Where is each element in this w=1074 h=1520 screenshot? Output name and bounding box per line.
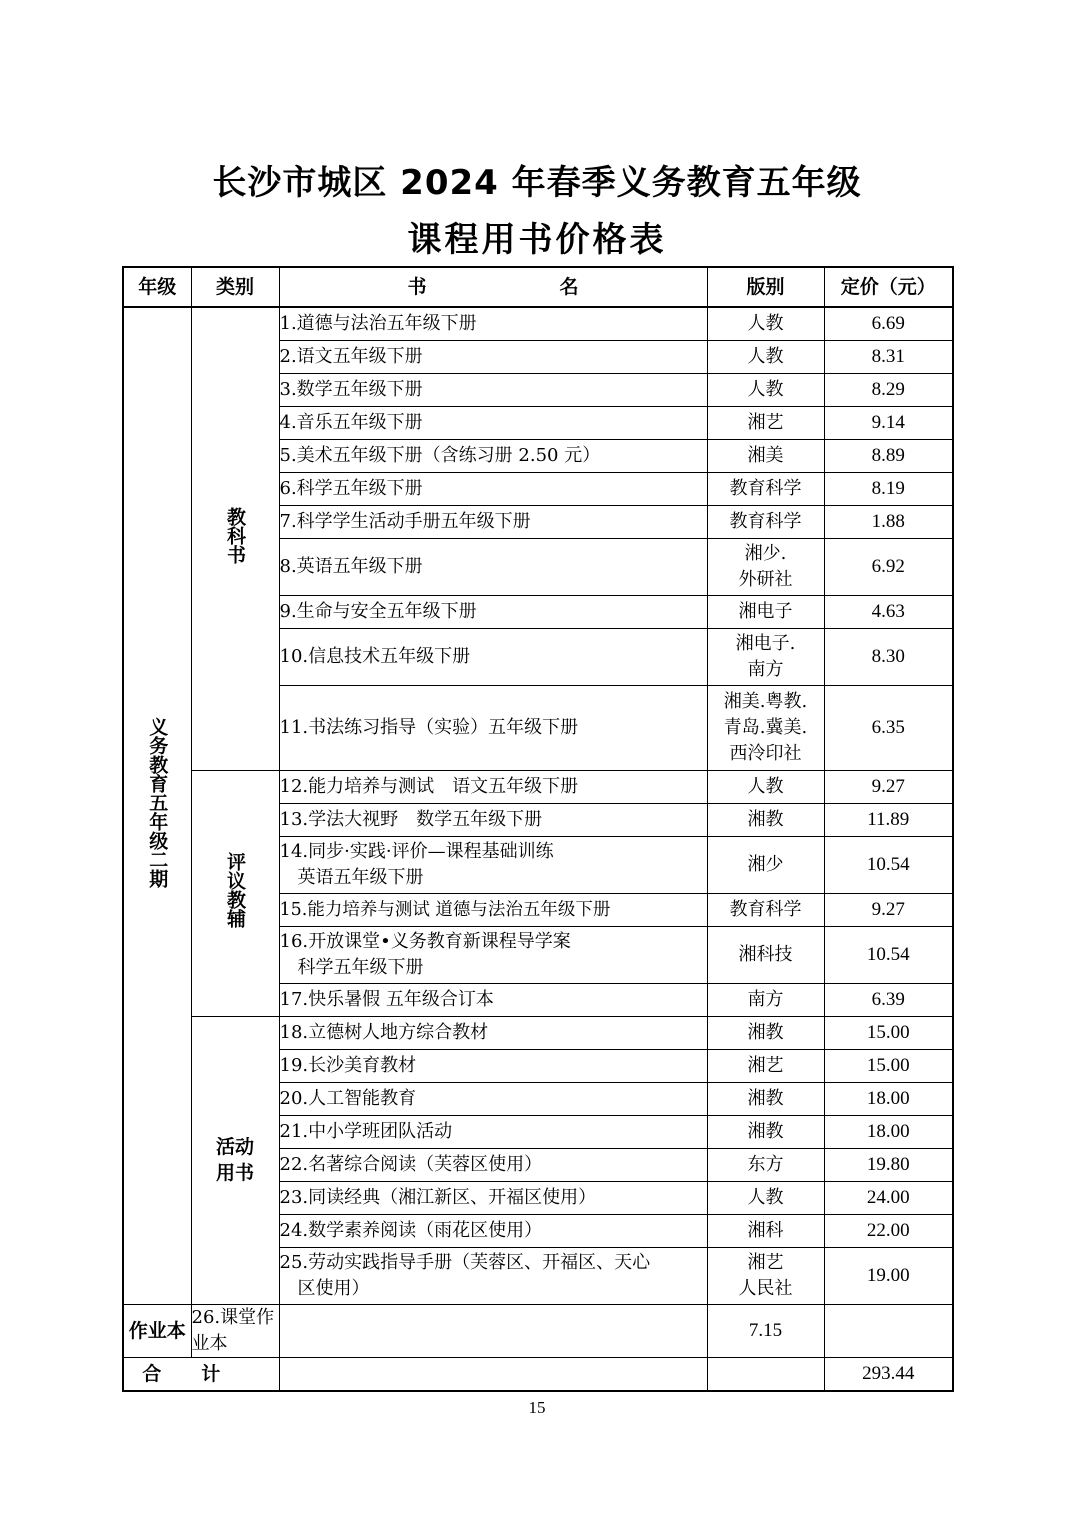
edition-line: 湘电子. — [735, 632, 796, 654]
price: 6.92 — [824, 538, 953, 595]
price: 9.27 — [824, 770, 953, 803]
edition: 南方 — [707, 983, 824, 1016]
book-name — [279, 1247, 707, 1304]
book-name: 13.学法大视野 数学五年级下册 — [279, 803, 707, 836]
header-grade: 年级 — [123, 267, 191, 307]
table-row — [123, 1304, 953, 1357]
edition: 人教 — [707, 770, 824, 803]
book-name: 3.数学五年级下册 — [279, 373, 707, 406]
total-empty-cell — [279, 1357, 707, 1391]
edition: 教育科学 — [707, 505, 824, 538]
grade-cell — [123, 307, 191, 1304]
book-name: 12.能力培养与测试 语文五年级下册 — [279, 770, 707, 803]
edition-line: 南方 — [747, 658, 784, 680]
price: 22.00 — [824, 1214, 953, 1247]
header-book-name: 书 名 — [279, 267, 707, 307]
price: 19.80 — [824, 1148, 953, 1181]
book-name-line: 16.开放课堂•义务教育新课程导学案 — [279, 930, 571, 952]
book-name: 19.长沙美育教材 — [279, 1049, 707, 1082]
page-number: 15 — [528, 1398, 546, 1417]
book-name: 11.书法练习指导（实验）五年级下册 — [279, 685, 707, 770]
book-name: 2.语文五年级下册 — [279, 340, 707, 373]
price: 9.14 — [824, 406, 953, 439]
book-name: 5.美术五年级下册（含练习册 2.50 元） — [279, 439, 707, 472]
category-review — [191, 770, 279, 1016]
edition: 人教 — [707, 340, 824, 373]
price: 19.00 — [824, 1247, 953, 1304]
price: 6.35 — [824, 685, 953, 770]
price: 8.89 — [824, 439, 953, 472]
book-name: 8.英语五年级下册 — [279, 538, 707, 595]
edition-line: 青岛.冀美. — [723, 716, 808, 738]
price: 8.29 — [824, 373, 953, 406]
category-textbook — [191, 307, 279, 770]
book-name: 15.能力培养与测试 道德与法治五年级下册 — [279, 893, 707, 926]
book-name: 26.课堂作业本 — [191, 1304, 279, 1357]
category-homework: 作业本 — [123, 1304, 191, 1357]
edition: 人教 — [707, 307, 824, 340]
price: 8.19 — [824, 472, 953, 505]
book-name: 6.科学五年级下册 — [279, 472, 707, 505]
price: 15.00 — [824, 1049, 953, 1082]
edition — [707, 685, 824, 770]
edition: 湘艺 — [707, 1049, 824, 1082]
price: 11.89 — [824, 803, 953, 836]
price: 18.00 — [824, 1082, 953, 1115]
edition: 湘教 — [707, 1016, 824, 1049]
table-row — [123, 1016, 953, 1049]
price: 6.39 — [824, 983, 953, 1016]
category-activity — [191, 1016, 279, 1304]
price: 24.00 — [824, 1181, 953, 1214]
edition: 教育科学 — [707, 472, 824, 505]
edition: 湘科 — [707, 1214, 824, 1247]
book-name: 24.数学素养阅读（雨花区使用） — [279, 1214, 707, 1247]
price: 6.69 — [824, 307, 953, 340]
page-title-line1: 长沙市城区 2024 年春季义务教育五年级 — [212, 163, 862, 203]
edition-line: 西泠印社 — [729, 742, 802, 764]
book-name: 18.立德树人地方综合教材 — [279, 1016, 707, 1049]
grade-label: 义务教育五年级二期 — [146, 716, 169, 888]
table-row — [123, 307, 953, 340]
edition: 湘艺 — [707, 406, 824, 439]
edition: 湘电子 — [707, 595, 824, 628]
book-name: 1.道德与法治五年级下册 — [279, 307, 707, 340]
header-row — [123, 267, 953, 307]
edition: 湘教 — [707, 1082, 824, 1115]
edition-line: 湘美.粤教. — [723, 690, 808, 712]
price: 7.15 — [707, 1304, 824, 1357]
total-empty-cell — [707, 1357, 824, 1391]
edition: 湘教 — [707, 1115, 824, 1148]
header-price: 定价（元） — [824, 267, 953, 307]
book-name: 7.科学学生活动手册五年级下册 — [279, 505, 707, 538]
book-name: 21.中小学班团队活动 — [279, 1115, 707, 1148]
category-label: 活动用书 — [215, 1136, 254, 1184]
category-label: 教科书 — [224, 506, 246, 564]
price: 8.30 — [824, 628, 953, 685]
book-name: 20.人工智能教育 — [279, 1082, 707, 1115]
edition-line: 人民社 — [738, 1277, 793, 1299]
book-name: 23.同读经典（湘江新区、开福区使用） — [279, 1181, 707, 1214]
book-name — [279, 926, 707, 983]
edition-line: 外研社 — [738, 568, 793, 590]
header-edition: 版别 — [707, 267, 824, 307]
book-name: 17.快乐暑假 五年级合订本 — [279, 983, 707, 1016]
table-row — [123, 770, 953, 803]
edition: 湘少 — [707, 836, 824, 893]
total-row — [123, 1357, 953, 1391]
edition — [707, 1247, 824, 1304]
total-price: 293.44 — [824, 1357, 953, 1391]
price: 15.00 — [824, 1016, 953, 1049]
price: 8.31 — [824, 340, 953, 373]
price: 10.54 — [824, 836, 953, 893]
price: 18.00 — [824, 1115, 953, 1148]
edition: 教育科学 — [707, 893, 824, 926]
book-name-line: 25.劳动实践指导手册（芙蓉区、开福区、天心 — [279, 1251, 651, 1273]
edition-line: 湘少. — [744, 542, 787, 564]
price: 4.63 — [824, 595, 953, 628]
edition: 人教 — [707, 373, 824, 406]
book-name: 4.音乐五年级下册 — [279, 406, 707, 439]
price-table — [122, 266, 954, 1392]
price: 9.27 — [824, 893, 953, 926]
book-name: 10.信息技术五年级下册 — [279, 628, 707, 685]
edition: 湘科技 — [707, 926, 824, 983]
edition — [279, 1304, 707, 1357]
page-title-line2: 课程用书价格表 — [407, 220, 667, 260]
edition — [707, 628, 824, 685]
book-name-line: 英语五年级下册 — [297, 866, 424, 888]
total-label: 合计 — [123, 1357, 279, 1391]
price: 1.88 — [824, 505, 953, 538]
price: 10.54 — [824, 926, 953, 983]
book-name: 9.生命与安全五年级下册 — [279, 595, 707, 628]
edition — [707, 538, 824, 595]
book-name — [279, 836, 707, 893]
category-label: 评议教辅 — [224, 851, 246, 928]
header-category: 类别 — [191, 267, 279, 307]
book-name-line: 科学五年级下册 — [297, 956, 424, 978]
book-name-line: 区使用） — [297, 1277, 370, 1299]
edition: 东方 — [707, 1148, 824, 1181]
edition-line: 湘艺 — [747, 1251, 784, 1273]
edition: 湘教 — [707, 803, 824, 836]
edition: 湘美 — [707, 439, 824, 472]
edition: 人教 — [707, 1181, 824, 1214]
book-name: 22.名著综合阅读（芙蓉区使用） — [279, 1148, 707, 1181]
book-name-line: 14.同步·实践·评价—课程基础训练 — [279, 840, 554, 862]
